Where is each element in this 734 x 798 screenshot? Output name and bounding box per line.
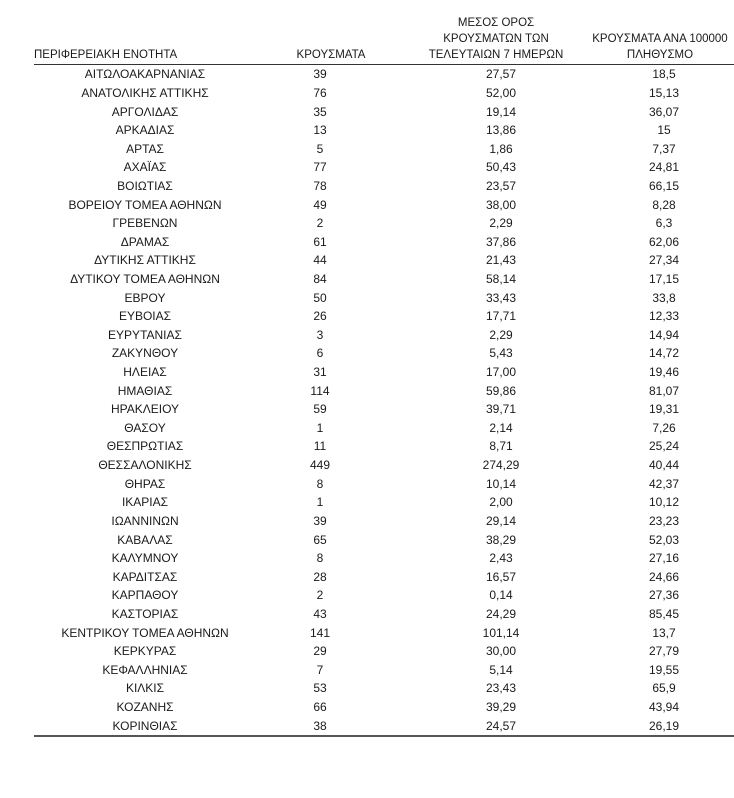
seven-day-average-cell: 2,14: [489, 420, 513, 435]
cases-per-100k-cell: 65,9: [652, 681, 676, 696]
table-row: [34, 158, 734, 177]
seven-day-average-cell: 2,43: [489, 551, 513, 566]
region-cell: ΕΥΡΥΤΑΝΙΑΣ: [108, 327, 182, 342]
cases-cell: 1: [316, 495, 324, 510]
cases-per-100k-cell: 27,34: [648, 253, 680, 268]
table-row: [34, 400, 734, 419]
cases-per-100k-cell: 52,03: [648, 532, 680, 547]
cases-cell: 35: [313, 104, 327, 119]
table-row: [34, 605, 734, 624]
cases-per-100k-cell: 15: [657, 123, 671, 138]
cases-per-100k-cell: 14,94: [648, 327, 680, 342]
seven-day-average-cell: 13,86: [485, 123, 517, 138]
table-row: [34, 474, 734, 493]
region-cell: ΚΕΝΤΡΙΚΟΥ ΤΟΜΕΑ ΑΘΗΝΩΝ: [61, 625, 229, 640]
table-row: [34, 661, 734, 680]
cases-cell: 49: [313, 197, 327, 212]
seven-day-average-cell: 52,00: [485, 85, 517, 100]
region-cell: ΚΟΖΑΝΗΣ: [116, 700, 174, 715]
cases-per-100k-cell: 66,15: [648, 178, 680, 193]
cases-per-100k-cell: 27,16: [648, 551, 680, 566]
cases-table-container: [34, 0, 734, 737]
cases-per-100k-cell: 40,44: [648, 458, 680, 473]
table-body: [34, 65, 734, 736]
cases-cell: 449: [309, 458, 331, 473]
seven-day-average-cell: 0,14: [489, 588, 513, 603]
seven-day-average-cell: 58,14: [485, 272, 517, 286]
header-avg-line1: ΜΕΣΟΣ ΟΡΟΣ: [457, 17, 535, 29]
cases-cell: 66: [313, 700, 327, 715]
cases-cell: 141: [309, 625, 331, 640]
header-avg-line3: ΤΕΛΕΥΤΑΙΩΝ 7 ΗΜΕΡΩΝ: [428, 49, 564, 61]
region-cell: ΚΑΒΑΛΑΣ: [117, 532, 173, 547]
table-row: [34, 512, 734, 531]
table-row: [34, 84, 734, 103]
cases-cell: 50: [313, 290, 327, 305]
table-row: [34, 456, 734, 475]
region-cell: ΗΡΑΚΛΕΙΟΥ: [110, 402, 180, 417]
cases-per-100k-cell: 19,55: [648, 662, 680, 677]
table-row: [34, 195, 734, 214]
table-row: [34, 586, 734, 605]
cases-cell: 77: [313, 160, 327, 175]
seven-day-average-cell: 39,29: [485, 700, 517, 715]
header-per100k-line1: ΚΡΟΥΣΜΑΤΑ ΑΝΑ 100000: [592, 33, 728, 45]
seven-day-average-cell: 23,43: [485, 681, 517, 696]
region-cell: ΔΡΑΜΑΣ: [120, 234, 170, 249]
table-row: [34, 567, 734, 586]
region-cell: ΑΡΚΑΔΙΑΣ: [115, 123, 175, 138]
seven-day-average-cell: 101,14: [482, 625, 520, 640]
cases-per-100k-cell: 36,07: [648, 104, 680, 119]
region-cell: ΑΡΓΟΛΙΔΑΣ: [111, 104, 179, 119]
header-avg-line2: ΚΡΟΥΣΜΑΤΩΝ ΤΩΝ: [443, 33, 549, 45]
region-cell: ΘΕΣΣΑΛΟΝΙΚΗΣ: [98, 458, 192, 473]
seven-day-average-cell: 59,86: [485, 383, 517, 398]
cases-per-100k-cell: 8,28: [652, 197, 676, 212]
seven-day-average-cell: 19,14: [485, 104, 517, 119]
region-cell: ΚΑΡΠΑΘΟΥ: [111, 588, 179, 603]
region-cell: ΖΑΚΥΝΘΟΥ: [111, 346, 179, 361]
region-cell: ΔΥΤΙΚΟΥ ΤΟΜΕΑ ΑΘΗΝΩΝ: [70, 272, 220, 286]
seven-day-average-cell: 5,43: [489, 346, 513, 361]
region-cell: ΙΚΑΡΙΑΣ: [121, 495, 169, 510]
table-row: [34, 326, 734, 345]
cases-cell: 5: [316, 141, 324, 156]
cases-per-100k-cell: 33,8: [652, 290, 676, 305]
table-row: [34, 549, 734, 568]
cases-cell: 2: [316, 216, 324, 231]
cases-cell: 11: [313, 439, 327, 454]
table-row: [34, 679, 734, 698]
seven-day-average-cell: 8,71: [489, 439, 513, 454]
cases-cell: 6: [316, 346, 324, 361]
region-cell: ΘΑΣΟΥ: [124, 420, 166, 435]
seven-day-average-cell: 274,29: [482, 458, 520, 473]
cases-per-100k-cell: 26,19: [586, 716, 734, 736]
seven-day-average-cell: 24,29: [485, 606, 517, 621]
header-7day-average: [406, 0, 586, 65]
region-cell: ΕΒΡΟΥ: [124, 290, 166, 305]
cases-cell: 59: [313, 402, 327, 417]
cases-per-100k-cell: 19,46: [648, 365, 680, 380]
region-cell: ΕΥΒΟΙΑΣ: [118, 309, 172, 324]
cases-per-100k-cell: 24,66: [648, 569, 680, 584]
seven-day-average-cell: 17,00: [485, 365, 517, 380]
table-row: [34, 716, 734, 736]
cases-cell: 39: [313, 67, 327, 82]
cases-per-100k-cell: 85,45: [648, 606, 680, 621]
cases-cell: 43: [313, 606, 327, 621]
cases-per-100k-cell: 81,07: [648, 383, 680, 398]
cases-per-100k-cell: 14,72: [648, 346, 680, 361]
header-row: [34, 0, 734, 65]
region-cell: ΑΙΤΩΛΟΑΚΑΡΝΑΝΙΑΣ: [84, 67, 206, 82]
table-row: [34, 102, 734, 121]
table-row: [34, 381, 734, 400]
cases-cell: 78: [313, 178, 327, 193]
cases-per-100k-cell: 42,37: [648, 476, 680, 491]
cases-per-100k-cell: 62,06: [648, 234, 680, 249]
cases-per-100k-cell: 19,31: [648, 402, 680, 417]
table-row: [34, 121, 734, 140]
region-cell: ΚΙΛΚΙΣ: [125, 681, 165, 696]
seven-day-average-cell: 5,14: [489, 662, 513, 677]
cases-cell: 114: [310, 383, 330, 398]
cases-cell: 29: [313, 644, 327, 659]
seven-day-average-cell: 2,00: [489, 495, 513, 510]
header-region: ΠΕΡΙΦΕΡΕΙΑΚΗ ΕΝΟΤΗΤΑ: [34, 0, 256, 65]
region-cell: ΚΑΣΤΟΡΙΑΣ: [111, 606, 179, 621]
cases-cell: 38: [256, 716, 406, 736]
cases-cell: 26: [313, 309, 327, 324]
cases-per-100k-cell: 17,15: [648, 272, 680, 286]
seven-day-average-cell: 16,57: [485, 569, 517, 584]
cases-cell: 61: [313, 234, 327, 249]
table-row: [34, 493, 734, 512]
region-cell: ΑΧΑΪΑΣ: [123, 160, 167, 175]
region-cell: ΘΗΡΑΣ: [124, 476, 166, 491]
cases-per-100k-cell: 12,33: [648, 309, 680, 324]
cases-cell: 65: [313, 532, 327, 547]
cases-per-100k-cell: 7,37: [652, 141, 676, 156]
cases-per-100k-cell: 27,79: [648, 644, 680, 659]
cases-per-100k-cell: 6,3: [655, 216, 673, 231]
region-cell: ΚΟΡΙΝΘΙΑΣ: [34, 716, 256, 736]
table-row: [34, 288, 734, 307]
table-row: [34, 623, 734, 642]
table-header: [34, 0, 734, 65]
table-row: [34, 251, 734, 270]
seven-day-average-cell: 29,14: [485, 513, 517, 528]
table-row: [34, 232, 734, 251]
cases-cell: 39: [313, 513, 327, 528]
cases-cell: 44: [313, 253, 327, 268]
seven-day-average-cell: 17,71: [485, 309, 517, 324]
header-per100k-line2: ΠΛΗΘΥΣΜΟ: [626, 49, 694, 61]
seven-day-average-cell: 38,00: [485, 197, 517, 212]
cases-per-100k-cell: 15,13: [648, 85, 680, 100]
seven-day-average-cell: 10,14: [485, 476, 517, 491]
cases-per-100k-cell: 10,12: [648, 495, 680, 510]
cases-per-100k-cell: 18,5: [652, 67, 676, 82]
seven-day-average-cell: 1,86: [489, 141, 513, 156]
seven-day-average-cell: 37,86: [485, 234, 517, 249]
table-row: [34, 419, 734, 438]
seven-day-average-cell: 39,71: [485, 402, 517, 417]
cases-per-100k-cell: 27,36: [648, 588, 680, 603]
region-cell: ΒΟΙΩΤΙΑΣ: [117, 178, 173, 193]
cases-cell: 76: [313, 85, 327, 100]
region-cell: ΘΕΣΠΡΩΤΙΑΣ: [106, 439, 184, 454]
seven-day-average-cell: 2,29: [489, 216, 513, 231]
region-cell: ΓΡΕΒΕΝΩΝ: [112, 216, 178, 231]
cases-per-100k-cell: 23,23: [648, 513, 680, 528]
seven-day-average-cell: 33,43: [485, 290, 517, 305]
cases-per-100k-cell: 24,81: [648, 160, 680, 175]
table-row: [34, 65, 734, 84]
region-cell: ΑΡΤΑΣ: [126, 141, 164, 156]
table-row: [34, 437, 734, 456]
region-cell: ΚΕΦΑΛΛΗΝΙΑΣ: [102, 662, 188, 677]
cases-cell: 3: [316, 327, 324, 342]
cases-per-100k-cell: 7,26: [652, 420, 676, 435]
header-cases: ΚΡΟΥΣΜΑΤΑ: [256, 0, 406, 65]
region-cell: ΒΟΡΕΙΟΥ ΤΟΜΕΑ ΑΘΗΝΩΝ: [68, 197, 222, 212]
cases-cell: 84: [313, 272, 327, 286]
seven-day-average-cell: 23,57: [485, 178, 517, 193]
table-row: [34, 139, 734, 158]
cases-per-100k-cell: 25,24: [648, 439, 680, 454]
region-cell: ΙΩΑΝΝΙΝΩΝ: [111, 513, 179, 528]
region-cell: ΚΑΛΥΜΝΟΥ: [111, 551, 179, 566]
table-row: [34, 344, 734, 363]
cases-cell: 28: [313, 569, 327, 584]
region-cell: ΚΑΡΔΙΤΣΑΣ: [112, 569, 178, 584]
header-cases-per-100k: [586, 0, 734, 65]
table-row: [34, 270, 734, 289]
cases-cell: 8: [316, 476, 324, 491]
region-cell: ΗΜΑΘΙΑΣ: [117, 383, 173, 398]
table-row: [34, 214, 734, 233]
region-cell: ΚΕΡΚΥΡΑΣ: [113, 644, 177, 659]
seven-day-average-cell: 27,57: [485, 67, 517, 82]
seven-day-average-cell: 2,29: [489, 327, 513, 342]
table-row: [34, 530, 734, 549]
seven-day-average-cell: 21,43: [485, 253, 517, 268]
cases-cell: 31: [313, 365, 327, 380]
table-row: [34, 363, 734, 382]
seven-day-average-cell: 30,00: [485, 644, 517, 659]
cases-cell: 2: [316, 588, 324, 603]
cases-cell: 53: [313, 681, 327, 696]
cases-cell: 8: [316, 551, 324, 566]
cases-per-100k-cell: 43,94: [648, 700, 680, 715]
cases-cell: 7: [316, 662, 324, 677]
table-row: [34, 642, 734, 661]
cases-by-region-table: [34, 0, 734, 737]
table-row: [34, 698, 734, 717]
table-row: [34, 307, 734, 326]
region-cell: ΔΥΤΙΚΗΣ ΑΤΤΙΚΗΣ: [94, 253, 196, 268]
cases-per-100k-cell: 13,7: [652, 625, 676, 640]
seven-day-average-cell: 38,29: [485, 532, 517, 547]
region-cell: ΑΝΑΤΟΛΙΚΗΣ ΑΤΤΙΚΗΣ: [81, 85, 209, 100]
seven-day-average-cell: 24,57: [406, 716, 586, 736]
region-cell: ΗΛΕΙΑΣ: [123, 365, 167, 380]
seven-day-average-cell: 50,43: [485, 160, 517, 175]
cases-cell: 1: [316, 420, 324, 435]
cases-cell: 13: [313, 123, 327, 138]
table-row: [34, 177, 734, 196]
